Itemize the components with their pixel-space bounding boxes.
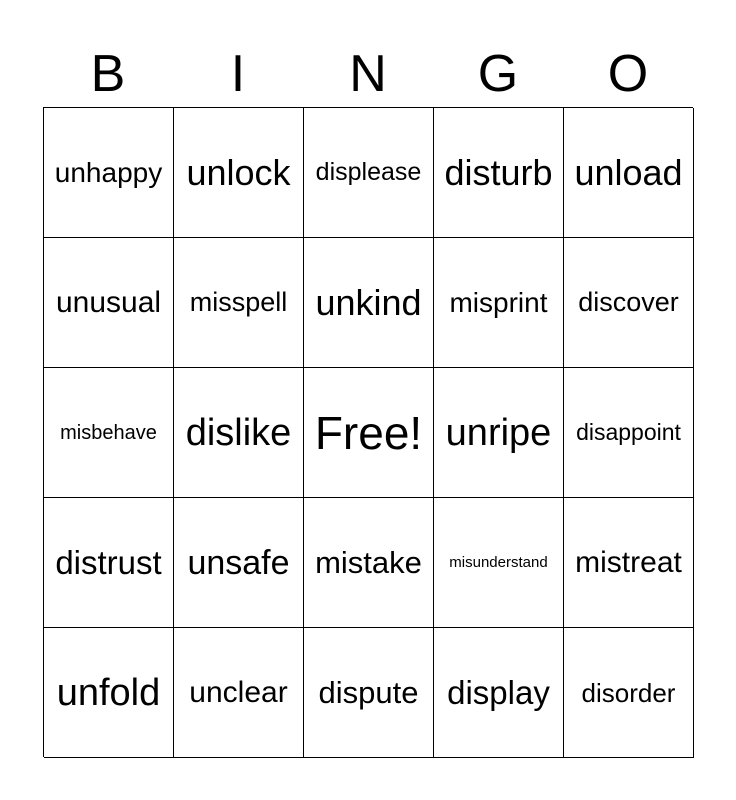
bingo-cell[interactable]: unsafe [174, 498, 304, 628]
bingo-cell[interactable]: display [434, 628, 564, 758]
bingo-cell[interactable]: mistake [304, 498, 434, 628]
free-space[interactable]: Free! [304, 368, 434, 498]
header-letter-i: I [230, 45, 246, 103]
bingo-cell[interactable]: disappoint [564, 368, 694, 498]
bingo-cell[interactable]: misspell [174, 238, 304, 368]
bingo-cell[interactable]: misbehave [44, 368, 174, 498]
bingo-cell[interactable]: mistreat [564, 498, 694, 628]
bingo-cell[interactable]: unkind [304, 238, 434, 368]
bingo-cell[interactable]: unripe [434, 368, 564, 498]
bingo-board [43, 107, 693, 757]
bingo-cell[interactable]: unload [564, 108, 694, 238]
bingo-cell[interactable]: unclear [174, 628, 304, 758]
bingo-cell[interactable]: disturb [434, 108, 564, 238]
header-letter-o: O [607, 45, 649, 103]
bingo-cell[interactable]: distrust [44, 498, 174, 628]
bingo-cell[interactable]: unlock [174, 108, 304, 238]
bingo-cell[interactable]: unusual [44, 238, 174, 368]
bingo-cell[interactable]: disorder [564, 628, 694, 758]
bingo-cell[interactable]: displease [304, 108, 434, 238]
bingo-cell[interactable]: dispute [304, 628, 434, 758]
header-letter-n: N [349, 45, 387, 103]
header-letter-g: G [477, 45, 519, 103]
bingo-cell[interactable]: misunderstand [434, 498, 564, 628]
bingo-header [43, 42, 693, 106]
bingo-cell[interactable]: dislike [174, 368, 304, 498]
header-letter-b: B [90, 45, 126, 103]
bingo-cell[interactable]: misprint [434, 238, 564, 368]
bingo-cell[interactable]: unfold [44, 628, 174, 758]
bingo-cell[interactable]: discover [564, 238, 694, 368]
bingo-cell[interactable]: unhappy [44, 108, 174, 238]
